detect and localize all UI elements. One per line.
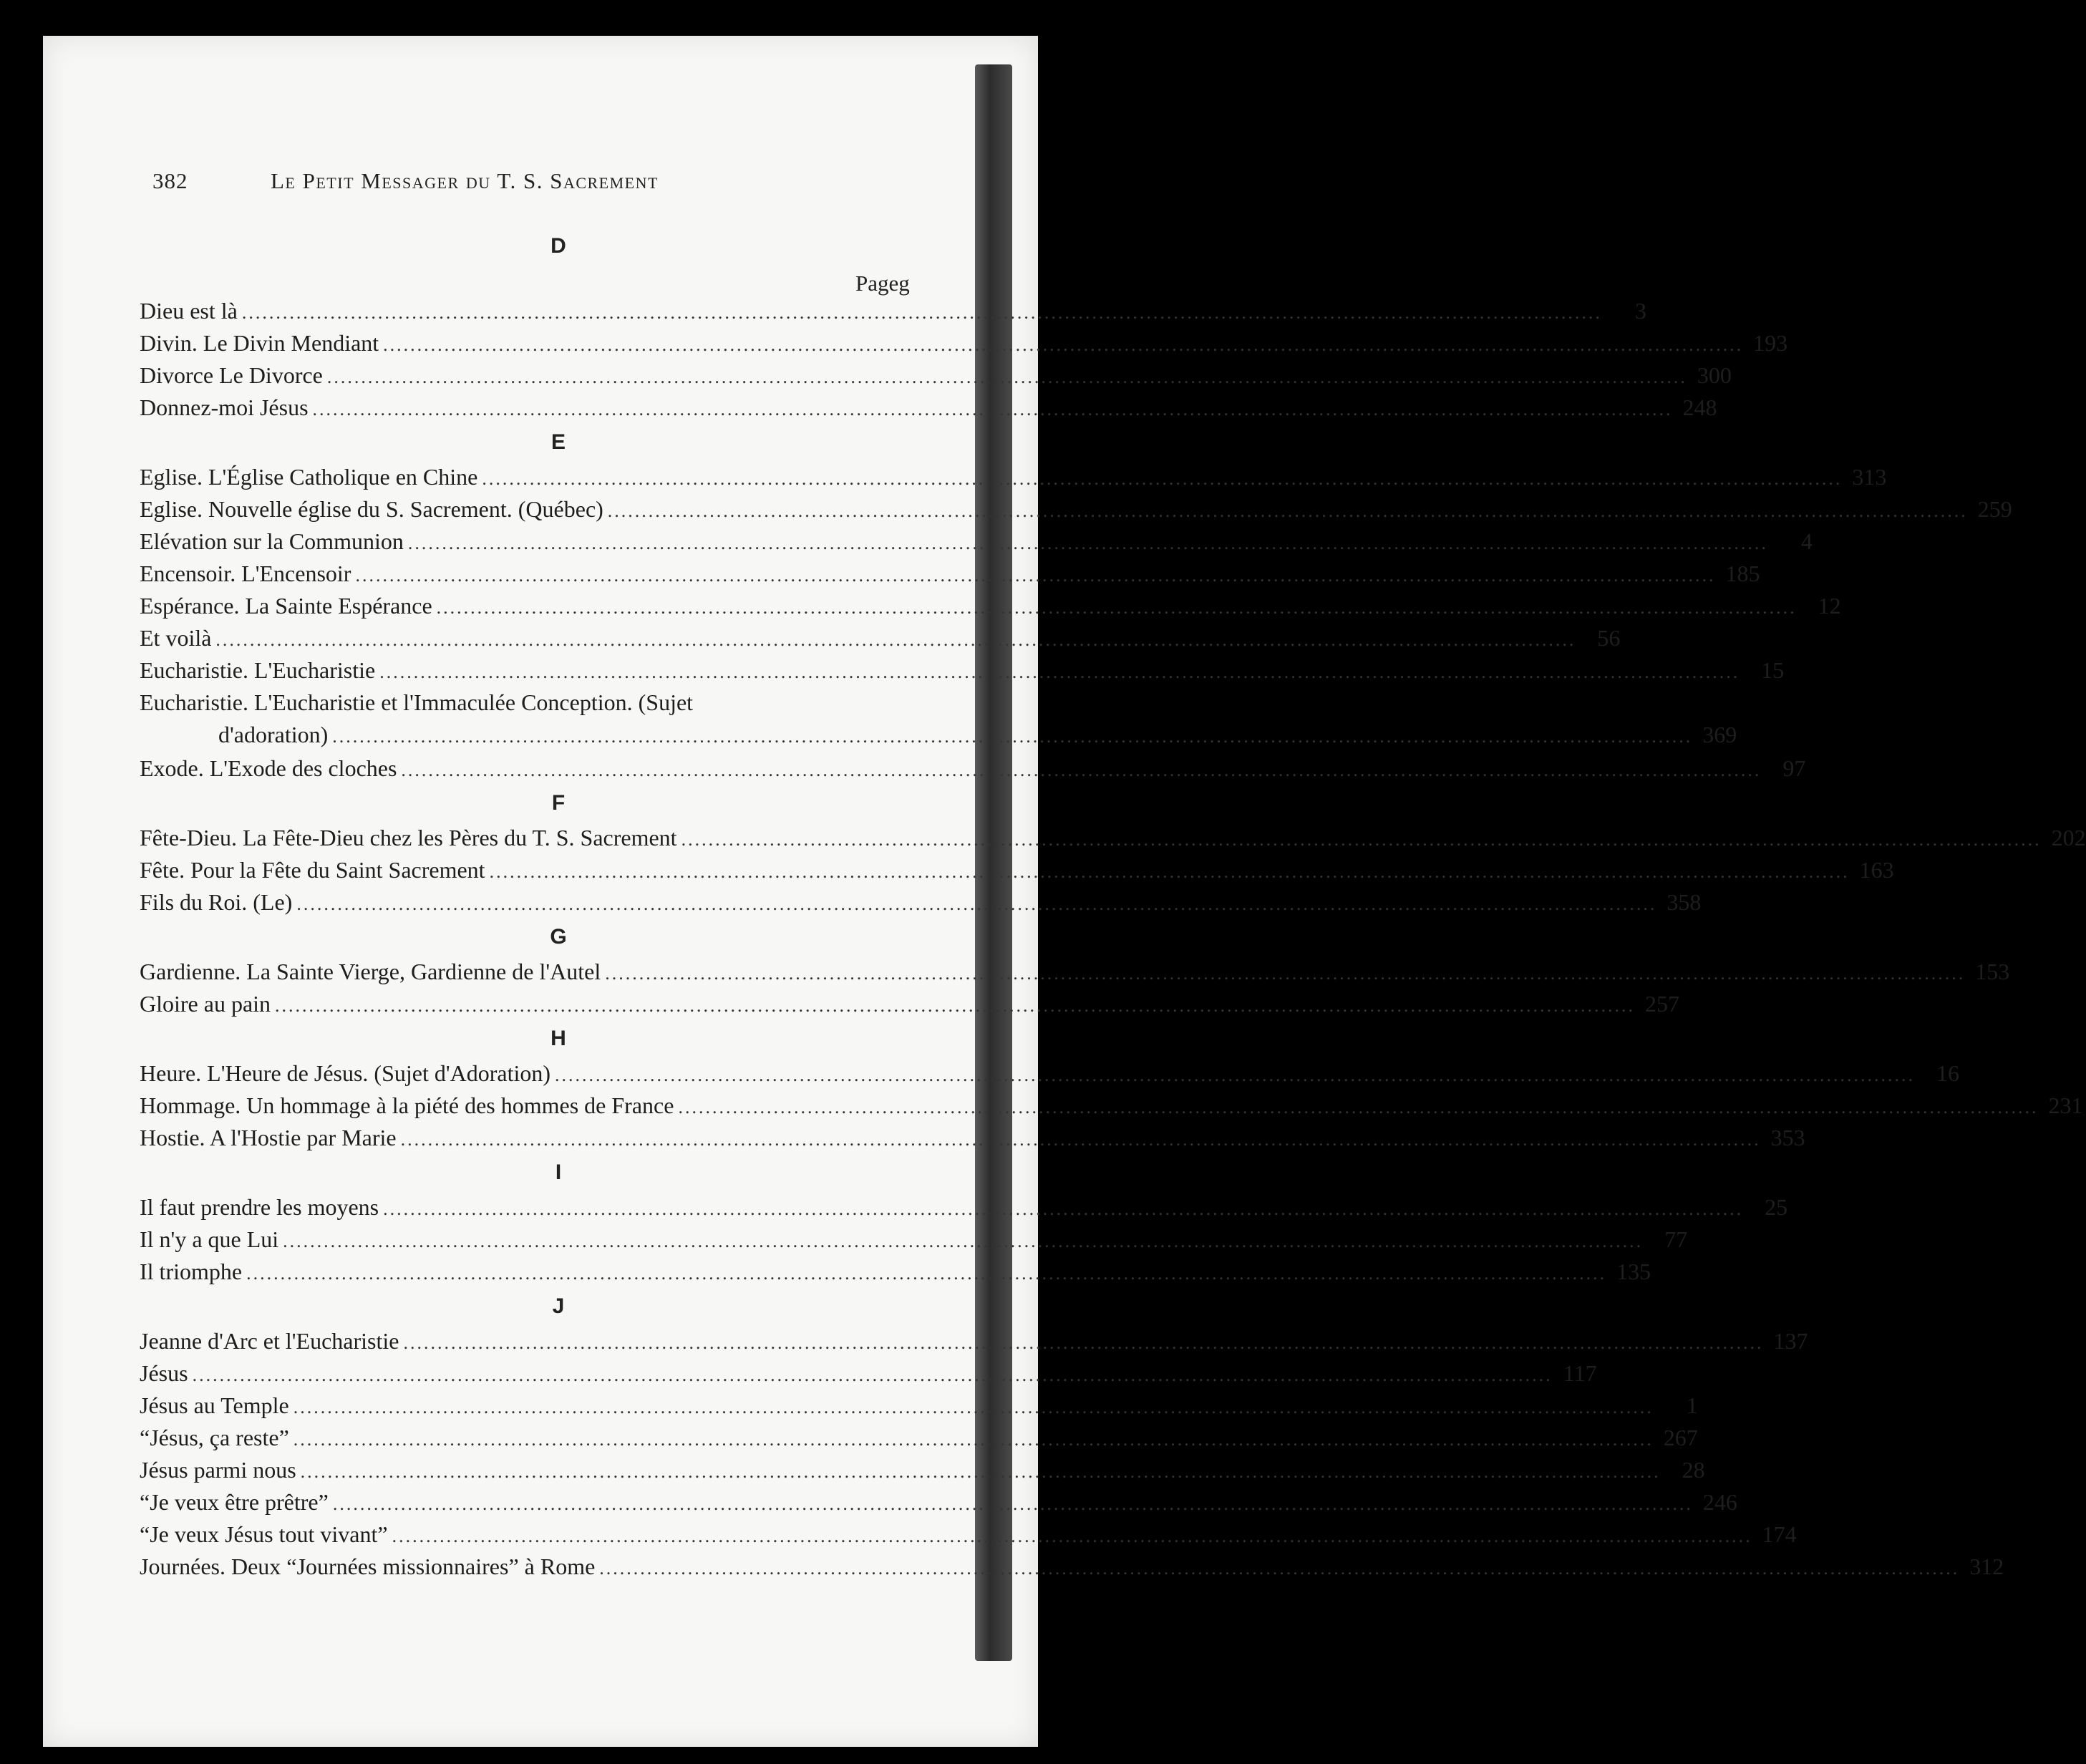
entry-page: 15 [1761, 657, 1785, 683]
entry-title: Divin. Le Divin Mendiant [140, 330, 379, 356]
entry-title: Heure. L'Heure de Jésus. (Sujet d'Adoration) [140, 1060, 551, 1086]
running-title: Le Petit Messager du T. S. Sacrement [271, 168, 659, 193]
index-entry [140, 1057, 1960, 1090]
dot-leader: ........................................................................................................................................................................................................ [192, 1365, 1553, 1385]
entry-title: Donnez-moi Jésus [140, 394, 309, 420]
entry-title: Hostie. A l'Hostie par Marie [140, 1125, 397, 1150]
entry-page: 12 [1818, 593, 1841, 619]
dot-leader: ........................................................................................................................................................................................................ [293, 1397, 1654, 1418]
dot-leader: ........................................................................................................................................................................................................ [332, 726, 1693, 747]
entry-title: Gloire au pain [140, 991, 271, 1017]
entry-title: Jésus parmi nous [140, 1457, 296, 1483]
index-entry [140, 392, 1717, 424]
entry-page: 358 [1667, 889, 1702, 915]
entry-title: “Je veux être prêtre” [140, 1489, 329, 1515]
pages-column-label: Pageg [855, 271, 910, 296]
entry-title: Il triomphe [140, 1259, 243, 1284]
index-entry [140, 1454, 1705, 1486]
index-entry [140, 493, 2012, 525]
entry-title: Fête-Dieu. La Fête-Dieu chez les Pères du T. S. Sacrement [140, 825, 677, 850]
entry-page: 3 [1634, 298, 1646, 324]
dot-leader: ........................................................................................................................................................................................................ [607, 500, 1968, 521]
dot-leader: ........................................................................................................................................................................................................ [482, 468, 1843, 489]
entry-title: Eucharistie. L'Eucharistie [140, 657, 376, 683]
entry-page: 313 [1852, 464, 1887, 490]
index-entry [140, 622, 1621, 654]
dot-leader: ........................................................................................................................................................................................................ [300, 1461, 1661, 1482]
dot-leader: ........................................................................................................................................................................................................ [489, 861, 1850, 882]
entry-page: 97 [1782, 755, 1806, 781]
running-header [152, 168, 818, 204]
index-entry [140, 525, 1813, 558]
entry-page: 353 [1770, 1125, 1805, 1150]
entry-page: 163 [1859, 857, 1894, 883]
index-entry [140, 752, 1806, 785]
index-entry [140, 654, 1785, 687]
entry-title: Jésus [140, 1360, 188, 1386]
index-entry [140, 359, 1732, 392]
dot-leader: ........................................................................................................................................................................................................ [605, 963, 1966, 984]
dot-leader: ........................................................................................................................................................................................................ [326, 367, 1687, 387]
entry-title: Journées. Deux “Journées missionnaires” à Rome [140, 1554, 596, 1579]
index-table [140, 228, 2086, 1583]
entry-continuation [140, 719, 1737, 752]
section-letter [140, 1023, 927, 1055]
entry-page: 369 [1702, 722, 1737, 747]
section-letter-text: I [555, 1160, 562, 1184]
index-entry [140, 558, 1760, 590]
entry-page: 153 [1975, 959, 2010, 984]
dot-leader: ........................................................................................................................................................................................................ [436, 597, 1797, 618]
entry-title: Elévation sur la Communion [140, 528, 404, 554]
index-entry [140, 886, 1702, 919]
entry-page: 117 [1563, 1360, 1597, 1386]
index-entry [140, 590, 1841, 622]
header-gap [140, 265, 927, 295]
index-entry [140, 1325, 1808, 1357]
index-entry [140, 1223, 1688, 1256]
entry-page: 28 [1682, 1457, 1705, 1483]
entry-title: Fils du Roi. (Le) [140, 889, 293, 915]
index-entry [140, 1422, 1698, 1454]
dot-leader: ........................................................................................................................................................................................................ [681, 829, 2042, 850]
entry-title: Eglise. L'Église Catholique en Chine [140, 464, 478, 490]
section-letter [140, 231, 927, 262]
index-entry [140, 854, 1894, 886]
index-entry [140, 1090, 2083, 1122]
dot-leader: ........................................................................................................................................................................................................ [383, 1198, 1744, 1219]
entry-page: 25 [1765, 1194, 1788, 1220]
index-entry [140, 687, 1737, 752]
dot-leader: ........................................................................................................................................................................................................ [246, 1263, 1607, 1284]
dot-leader: ........................................................................................................................................................................................................ [241, 302, 1602, 323]
index-entry [140, 1256, 1651, 1288]
entry-page: 248 [1682, 394, 1717, 420]
entry-page: 300 [1697, 362, 1732, 388]
index-entry [140, 988, 1680, 1020]
dot-leader: ........................................................................................................................................................................................................ [555, 1065, 1916, 1085]
entry-title: Il faut prendre les moyens [140, 1194, 379, 1220]
dot-leader: ........................................................................................................................................................................................................ [407, 533, 1768, 553]
entry-title: Hommage. Un hommage à la piété des hommes de France [140, 1092, 674, 1118]
entry-page: 185 [1725, 561, 1760, 586]
entry-page: 135 [1616, 1259, 1651, 1284]
entry-title: Eglise. Nouvelle église du S. Sacrement. (Québec) [140, 496, 603, 522]
section-letter-text: F [551, 791, 566, 815]
index-entry [140, 295, 1646, 327]
dot-leader: ........................................................................................................................................................................................................ [401, 760, 1762, 780]
index-entry [140, 956, 2010, 988]
dot-leader: ........................................................................................................................................................................................................ [355, 565, 1716, 586]
dot-leader: ........................................................................................................................................................................................................ [283, 1231, 1644, 1251]
entry-title: Encensoir. L'Encensoir [140, 561, 351, 586]
dot-leader: ........................................................................................................................................................................................................ [293, 1429, 1654, 1450]
section-letter-text: E [550, 430, 566, 454]
dot-leader: ........................................................................................................................................................................................................ [383, 334, 1744, 355]
entry-page: 16 [1936, 1060, 1960, 1086]
entry-page: 231 [2048, 1092, 2083, 1118]
dot-leader: ........................................................................................................................................................................................................ [379, 662, 1740, 682]
entry-title: Espérance. La Sainte Espérance [140, 593, 432, 619]
section-letter [140, 427, 927, 458]
dot-leader: ........................................................................................................................................................................................................ [678, 1097, 2039, 1118]
index-entry [140, 822, 2086, 854]
entry-title: Fête. Pour la Fête du Saint Sacrement [140, 857, 485, 883]
entry-page: 312 [1969, 1554, 2004, 1579]
entry-title-cont: d'adoration) [218, 722, 329, 747]
index-entry [140, 1518, 1797, 1551]
entry-page: 267 [1663, 1425, 1698, 1450]
page-number: 382 [152, 168, 188, 193]
entry-page: 1 [1686, 1392, 1698, 1418]
entry-title: Il n'y a que Lui [140, 1226, 279, 1252]
section-letter [140, 1291, 927, 1322]
section-letter [140, 1157, 927, 1188]
entry-page: 56 [1597, 625, 1621, 651]
dot-leader: ........................................................................................................................................................................................................ [215, 629, 1576, 650]
entry-title: Eucharistie. L'Eucharistie et l'Immaculée Conception. (Sujet [140, 689, 694, 715]
dot-leader: ........................................................................................................................................................................................................ [312, 399, 1673, 420]
index-entry [140, 1486, 1737, 1518]
section-letter-text: J [552, 1294, 565, 1318]
entry-page: 174 [1762, 1521, 1797, 1547]
index-entry [140, 1551, 2004, 1583]
entry-page: 77 [1664, 1226, 1688, 1252]
dot-leader: ........................................................................................................................................................................................................ [296, 893, 1657, 914]
section-letter [140, 921, 927, 953]
dot-leader: ........................................................................................................................................................................................................ [400, 1129, 1761, 1150]
index-entry [140, 1122, 1805, 1154]
index-entry [140, 1357, 1597, 1390]
section-letter-text: G [550, 925, 567, 949]
section-letter-text: D [550, 234, 566, 258]
entry-title: “Jésus, ça reste” [140, 1425, 289, 1450]
dot-leader: ........................................................................................................................................................................................................ [403, 1332, 1764, 1353]
dot-leader: ........................................................................................................................................................................................................ [599, 1558, 1960, 1579]
entry-title: Exode. L'Exode des cloches [140, 755, 397, 781]
entry-title: Gardienne. La Sainte Vierge, Gardienne de l'Autel [140, 959, 601, 984]
entry-page: 257 [1645, 991, 1680, 1017]
index-entry [140, 1191, 1788, 1223]
entry-title: Dieu est là [140, 298, 238, 324]
entry-title: Divorce Le Divorce [140, 362, 323, 388]
entry-page: 193 [1753, 330, 1788, 356]
entry-title: Et voilà [140, 625, 212, 651]
index-entry [140, 1390, 1698, 1422]
entry-title: Jésus au Temple [140, 1392, 289, 1418]
dot-leader: ........................................................................................................................................................................................................ [332, 1493, 1693, 1514]
entry-page: 137 [1773, 1328, 1808, 1354]
entry-page: 4 [1800, 528, 1813, 554]
entry-page: 246 [1702, 1489, 1737, 1515]
dot-leader: ........................................................................................................................................................................................................ [392, 1526, 1752, 1546]
entry-title: “Je veux Jésus tout vivant” [140, 1521, 388, 1547]
entry-page: 202 [2051, 825, 2086, 850]
index-entry [140, 461, 1887, 493]
section-letter [140, 788, 927, 819]
section-letter-text: H [550, 1027, 566, 1050]
entry-title: Jeanne d'Arc et l'Eucharistie [140, 1328, 399, 1354]
dot-leader: ........................................................................................................................................................................................................ [275, 995, 1636, 1016]
index-entry [140, 327, 1788, 359]
entry-page: 259 [1977, 496, 2012, 522]
